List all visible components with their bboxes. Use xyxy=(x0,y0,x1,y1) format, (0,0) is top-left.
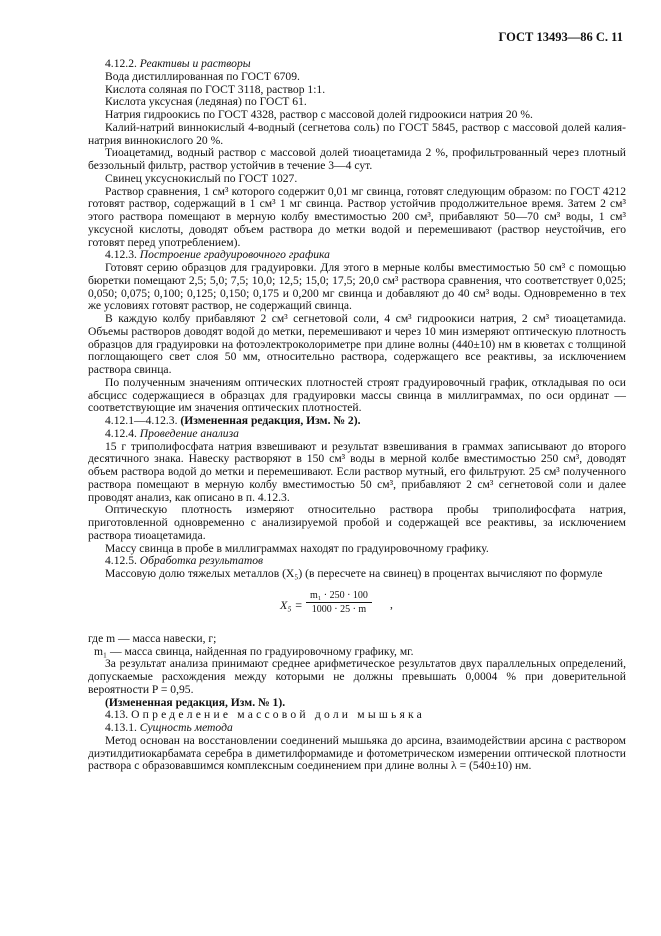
paragraph: Натрия гидроокись по ГОСТ 4328, раствор с массовой долей гидроокиси натрия 20 %. xyxy=(105,108,533,121)
section-title: Определение массовой доли мышьяка xyxy=(131,708,425,722)
paragraph: Массу свинца в пробе в миллиграммах находят по градуировочному графику. xyxy=(105,541,489,555)
paragraph: Раствор сравнения, 1 см³ которого содержит 0,01 мг свинца, готовят следующим образом: по ГОСТ 4212 готовят раствор, содержащий в 1 см³ 1 мг свинца. Раствор устойчив продолжительное время. Затем 2 см³ этого раствора помещают в мерную колбу вместимостью 200 см³, прибавляют 50—70 см³ воды, 1 см³ уксусной кислоты, доводят объем раствора до метки водой и перемешивают (раствор неустойчив, его готовят перед употреблением). xyxy=(88,184,626,249)
section-number: 4.12.4. xyxy=(105,426,137,440)
legend-m: где m — масса навески, г; xyxy=(88,631,217,645)
paragraph: Кислота уксусная (ледяная) по ГОСТ 61. xyxy=(105,95,307,109)
formula-numerator: m₁ · 250 · 100 xyxy=(306,589,372,603)
section-title: Реактивы и растворы xyxy=(139,57,251,70)
paragraph: Свинец уксуснокислый по ГОСТ 1027. xyxy=(105,171,298,185)
section-number: 4.12.5. xyxy=(105,554,137,568)
section-title: Построение градуировочного графика xyxy=(139,248,330,262)
formula-tail: , xyxy=(390,597,393,611)
paragraph: 15 г триполифосфата натрия взвешивают и результат взвешивания в граммах записывают до второго десятичного знака. Навеску растворяют в 150 см³ воды в мерной колбе вместимостью 250 см³, доводят объем раствора водой до метки и перемешивают. Если раствор мутный, его фильтруют. 25 см³ полученного раствора помещают в мерную колбу вместимостью 50 см³, прибавляют 2 см³ сегнетовой соли и далее проводят анализ, как описано в п. 4.12.3. xyxy=(88,439,626,504)
formula xyxy=(88,585,626,631)
section-heading-4-12-2 xyxy=(88,58,626,71)
paragraph: По полученным значениям оптических плотностей строят градуировочный график, откладывая по оси абсцисс содержащиеся в образцах для градуировки массы свинца в миллиграммах, по оси ординат — соответствующие им значения оптических плотностей. xyxy=(88,375,626,415)
paragraph: Вода дистиллированная по ГОСТ 6709. xyxy=(105,69,300,83)
paragraph: За результат анализа принимают среднее арифметическое результатов двух параллельных определений, допускаемые расхождения между которыми не должны превышать 0,0004 % при доверительной вероятности P = 0,95. xyxy=(88,657,626,696)
document-body xyxy=(88,58,626,773)
section-title: Проведение анализа xyxy=(139,426,239,440)
section-title: Обработка результатов xyxy=(139,554,264,568)
paragraph: Калий-натрий виннокислый 4-водный (сегнетова соль) по ГОСТ 5845, раствор с массовой долей калия-натрия виннокислого 20 %. xyxy=(88,120,626,147)
section-number: 4.12.2. xyxy=(105,57,137,70)
section-heading-4-13-1 xyxy=(88,722,626,735)
paragraph: Готовят серию образцов для градуировки. Для этого в мерные колбы вместимостью 50 см³ с помощью бюретки помещают 2,5; 5,0; 7,5; 10,0; 12,5; 15,0; 17,5; 20,0 см³ раствора сравнения, что соответствует 0,025; 0,050; 0,075; 0,100; 0,125; 0,150; 0,175 и 0,200 мг свинца и добавляют до 40 см³ воды. Одновременно в тех же условиях готовят раствор, не содержащий свинца. xyxy=(88,261,626,313)
paragraph: Метод основан на восстановлении соединений мышьяка до арсина, взаимодействии арсина с раствором диэтилдитиокарбамата серебра в диметилформамиде и фотометрическом измерении оптической плотности раствора с образовавшимся комплексным соединением при длине волны λ = (540±10) нм. xyxy=(88,733,626,773)
paragraph: В каждую колбу прибавляют 2 см³ сегнетовой соли, 4 см³ гидроокиси натрия, 2 см³ тиоацетамида. Объемы растворов доводят водой до метки, перемешивают и через 10 мин измеряют оптическую плотность образцов для градуировки на фотоэлектроколориметре при длине волны (440±10) нм в кюветах с толщиной поглощающего свет слоя 50 мм, относительно раствора, содержащего все реактивы, за исключением раствора свинца. xyxy=(88,312,626,376)
paragraph: Тиоацетамид, водный раствор с массовой долей тиоацетамида 2 %, профильтрованный через плотный беззольный фильтр, раствор устойчив в течение 3—4 сут. xyxy=(88,146,626,172)
section-number: 4.12.3. xyxy=(105,248,137,262)
paragraph: Оптическую плотность измеряют относительно раствора пробы триполифосфата натрия, приготовленной одновременно с анализируемой пробой и содержащей все реактивы, за исключением раствора тиоацетамида. xyxy=(88,503,626,542)
formula-denominator: 1000 · 25 · m xyxy=(311,603,367,615)
formula-lhs: X₅ = xyxy=(280,597,303,612)
section-number: 4.13.1. xyxy=(105,721,137,734)
edit-note-text: (Измененная редакция, Изм. № 1). xyxy=(105,695,286,709)
edit-note-text: (Измененная редакция, Изм. № 2). xyxy=(180,414,361,427)
section-heading-4-12-4 xyxy=(88,428,626,441)
section-number: 4.13. xyxy=(105,708,129,722)
formula-fraction xyxy=(306,589,372,617)
legend-m1: m₁ — масса свинца, найденная по градуировочному графику, мг. xyxy=(94,644,414,658)
section-title: Сущность метода xyxy=(139,721,233,734)
paragraph: Кислота соляная по ГОСТ 3118, раствор 1:1. xyxy=(105,82,326,96)
paragraph: Массовую долю тяжелых металлов (X₅) (в пересчете на свинец) в процентах вычисляют по формуле xyxy=(105,567,603,580)
section-number: 4.12.1—4.12.3. xyxy=(105,414,178,427)
page-header: ГОСТ 13493—86 С. 11 xyxy=(498,30,623,44)
